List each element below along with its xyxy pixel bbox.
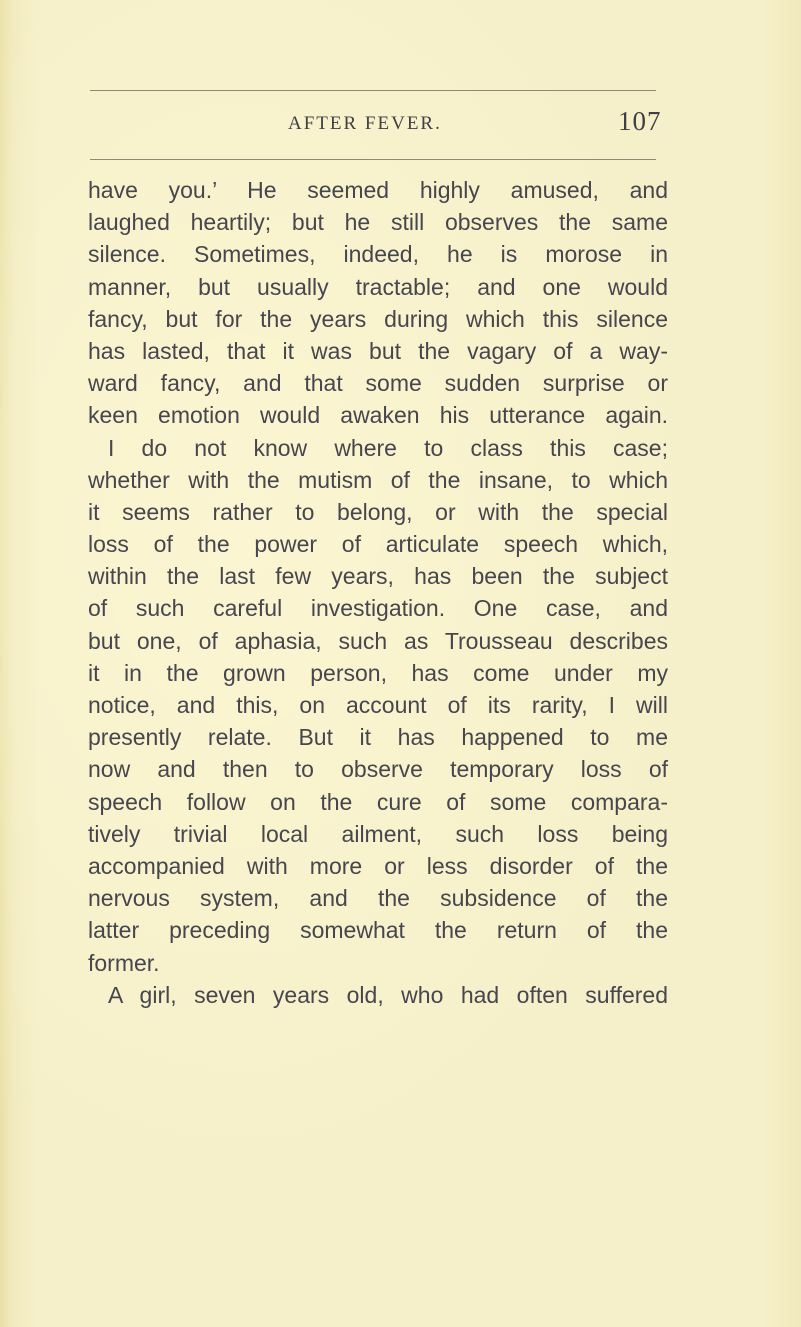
text-line: but one, of aphasia, such as Trousseau describes xyxy=(88,627,668,654)
text-line: silence. Sometimes, indeed, he is morose in xyxy=(88,241,668,268)
text-line: of such careful investigation. One case, and xyxy=(88,595,668,622)
text-line: manner, but usually tractable; and one would xyxy=(88,273,668,300)
text-line: now and then to observe temporary loss of xyxy=(88,756,668,783)
text-line: speech follow on the cure of some compara- xyxy=(88,788,668,815)
page-number: 107 xyxy=(618,106,662,136)
header-rule-top xyxy=(90,90,656,91)
text-line: keen emotion would awaken his utterance again. xyxy=(88,402,668,429)
text-line: fancy, but for the years during which this silence xyxy=(88,305,668,332)
text-line: it in the grown person, has come under my xyxy=(88,659,668,686)
text-line: loss of the power of articulate speech which, xyxy=(88,531,668,558)
header-rule-bottom xyxy=(90,159,656,160)
text-line: accompanied with more or less disorder of the xyxy=(88,852,668,879)
text-line: notice, and this, on account of its rarity, I will xyxy=(88,692,668,718)
text-line: presently relate. But it has happened to me xyxy=(88,724,668,751)
text-line: has lasted, that it was but the vagary of a way- xyxy=(88,337,668,364)
running-head: AFTER FEVER. xyxy=(288,113,442,134)
text-line: ward fancy, and that some sudden surprise or xyxy=(88,370,668,397)
paragraph-start-line: A girl, seven years old, who had often suffered xyxy=(108,981,668,1008)
text-line: laughed heartily; but he still observes the same xyxy=(88,209,668,236)
text-line: tively trivial local ailment, such loss being xyxy=(88,820,668,847)
text-line: latter preceding somewhat the return of the xyxy=(88,917,668,944)
text-line: within the last few years, has been the subject xyxy=(88,563,668,590)
text-line: whether with the mutism of the insane, to which xyxy=(88,466,668,493)
body-text xyxy=(88,174,668,1011)
text-line: have you.’ He seemed highly amused, and xyxy=(88,177,668,203)
text-line: it seems rather to belong, or with the special xyxy=(88,498,668,525)
paragraph-start-line: I do not know where to class this case; xyxy=(108,434,668,461)
paragraph-end-line: former. xyxy=(88,949,160,976)
text-line: nervous system, and the subsidence of the xyxy=(88,885,668,912)
